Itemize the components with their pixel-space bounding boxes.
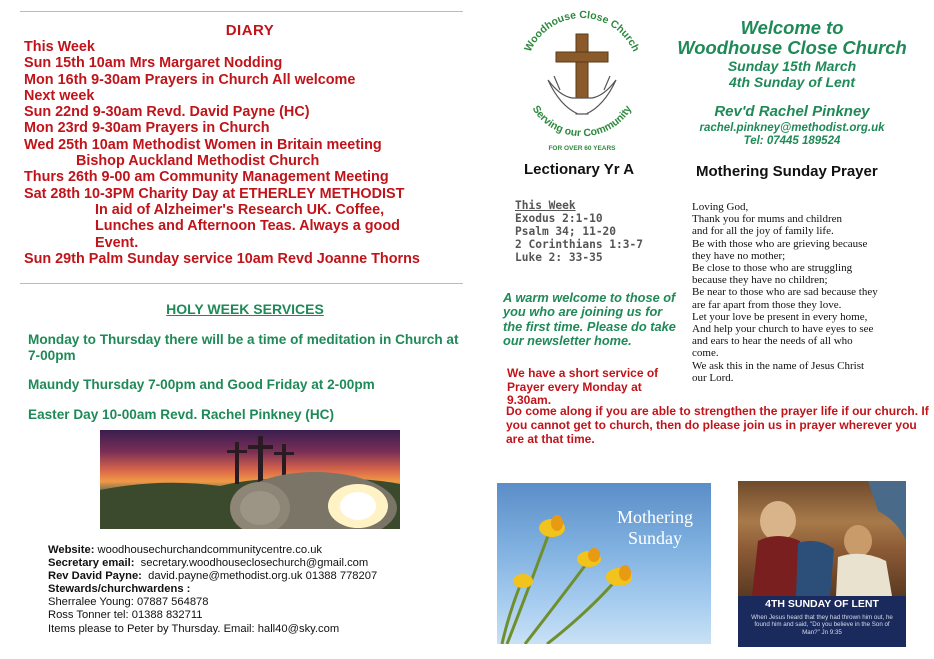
prayer-line: Be with those who are grieving because — [692, 237, 868, 250]
contact-info — [48, 544, 448, 636]
diary-title: DIARY — [225, 22, 275, 39]
secretary-email[interactable]: secretary.woodhouseclosechurch@gmail.com — [140, 557, 369, 570]
diary-line: Sun 29th Palm Sunday service 10am Revd Joanne Thorns — [24, 250, 420, 267]
diary-line: In aid of Alzheimer's Research UK. Coffee, — [95, 201, 385, 218]
stewards-label: Stewards/churchwardens : — [48, 583, 191, 596]
diary-line: Sat 28th 10-3PM Charity Day at ETHERLEY METHODIST — [24, 185, 405, 202]
prayer-line: Be near to those who are sad because they — [692, 286, 878, 299]
mid-divider — [20, 283, 463, 284]
diary-line: Mon 16th 9-30am Prayers in Church All welcome — [24, 71, 356, 88]
diary-line: Wed 25th 10am Methodist Women in Britain meeting — [24, 136, 382, 153]
reading: 2 Corinthians 1:3-7 — [515, 238, 643, 251]
lent-caption: When Jesus heard that they had thrown him out, he found him and said, "Do you believe in the Son of Man?" Jn 9:35 — [751, 614, 893, 636]
mothering-word: Mothering — [617, 507, 693, 527]
prayer-service-note: We have a short service of Prayer every Monday at 9.30am. — [507, 366, 659, 407]
lent-title: 4TH SUNDAY OF LENT — [765, 598, 879, 610]
reading: Psalm 34; 11-20 — [515, 225, 617, 238]
logo-bottom-text: Serving our Community — [529, 103, 635, 140]
prayer-line: are far apart from those they love. — [692, 298, 842, 311]
top-divider — [20, 11, 463, 12]
steward-2: Ross Tonner tel: 01388 832711 — [48, 609, 203, 622]
minister-contact — [666, 122, 918, 148]
prayer-line: and ears to hear the needs of all who — [692, 335, 853, 348]
website-label: Website: — [48, 544, 95, 556]
logo-tagline: FOR OVER 60 YEARS — [548, 145, 616, 152]
lectionary-heading: This Week — [515, 199, 576, 212]
minister-name: Rev'd Rachel Pinkney — [714, 103, 870, 120]
diary-line: Lunches and Afternoon Teas. Always a good — [95, 218, 400, 235]
lectionary-list — [515, 199, 643, 264]
diary-line: Bishop Auckland Methodist Church — [76, 153, 320, 170]
minister-email[interactable]: rachel.pinkney@methodist.org.uk — [699, 122, 885, 134]
lectionary-title: Lectionary Yr A — [524, 161, 635, 178]
prayer-line: Thank you for mums and children — [692, 213, 842, 226]
prayer-title: Mothering Sunday Prayer — [696, 163, 878, 180]
minister-tel: Tel: 07445 189524 — [743, 135, 841, 147]
prayer-service-invite: Do come along if you are able to strengthen the prayer life if our church. If you cannot get to church, then do please join us in prayer wherever you are at that time. — [506, 404, 929, 446]
prayer-line: We ask this in the name of Jesus Christ — [692, 359, 865, 372]
welcome-date: Sunday 15th March — [727, 58, 857, 74]
sunday-word: Sunday — [628, 528, 682, 548]
secretary-label: Secretary email: — [48, 557, 135, 570]
holy-week-maundy: Maundy Thursday 7-00pm and Good Friday at 2-00pm — [28, 377, 375, 392]
prayer-line: and for all the joy of family life. — [692, 225, 834, 238]
church-logo — [508, 10, 656, 158]
holy-week-meditation: Monday to Thursday there will be a time of meditation in Church at 7-00pm — [28, 332, 459, 363]
welcome-sunday: 4th Sunday of Lent — [729, 74, 855, 90]
diary-line: Thurs 26th 9-00 am Community Management Meeting — [24, 169, 389, 186]
mothering-sunday-image — [497, 483, 711, 644]
welcome-church-name: Woodhouse Close Church — [677, 37, 907, 58]
welcome-block — [666, 18, 918, 90]
diary-line: Mon 23rd 9-30am Prayers in Church — [24, 120, 270, 137]
reading: Exodus 2:1-10 — [515, 212, 603, 225]
prayer-line: come. — [692, 347, 719, 360]
warm-welcome: A warm welcome to those of you who are joining us for the first time. Please do take our newsletter home. — [503, 290, 676, 348]
items-note: Items please to Peter by Thursday. Email: hall40@sky.com — [48, 622, 340, 635]
website-link[interactable]: woodhousechurchandcommunitycentre.co.uk — [97, 544, 323, 556]
diary-line: This Week — [24, 39, 95, 55]
rev-david-contact: david.payne@methodist.org.uk 01388 778207 — [148, 570, 378, 583]
diary-line: Sun 15th 10am Mrs Margaret Nodding — [24, 55, 283, 72]
holy-week-easter: Easter Day 10-00am Revd. Rachel Pinkney (HC) — [28, 407, 334, 422]
reading: Luke 2: 33-35 — [515, 251, 603, 264]
prayer-line: they have no mother; — [692, 249, 786, 262]
logo-top-text: Woodhouse Close Church — [522, 10, 642, 54]
prayer-line: Be close to those who are struggling — [692, 262, 853, 275]
empty-tomb-image — [100, 430, 400, 529]
diary-line: Event. — [95, 234, 139, 251]
prayer-line: Let your love be present in every home, — [692, 310, 868, 323]
prayer-text — [692, 201, 928, 384]
prayer-line: our Lord. — [692, 371, 734, 384]
lent-painting — [738, 481, 906, 596]
mothering-image-text — [605, 507, 705, 549]
diary-line: Next week — [24, 87, 95, 104]
prayer-line: Loving God, — [692, 201, 749, 213]
lent-image — [738, 481, 906, 647]
welcome-line1: Welcome to — [740, 17, 844, 38]
diary-list — [24, 39, 464, 267]
steward-1: Sherralee Young: 07887 564878 — [48, 596, 209, 609]
prayer-line: And help your church to have eyes to see — [692, 323, 874, 336]
prayer-line: because they have no children; — [692, 274, 828, 287]
holy-week-title: HOLY WEEK SERVICES — [166, 301, 324, 317]
rev-david-label: Rev David Payne: — [48, 570, 142, 583]
diary-line: Sun 22nd 9-30am Revd. David Payne (HC) — [24, 104, 310, 121]
